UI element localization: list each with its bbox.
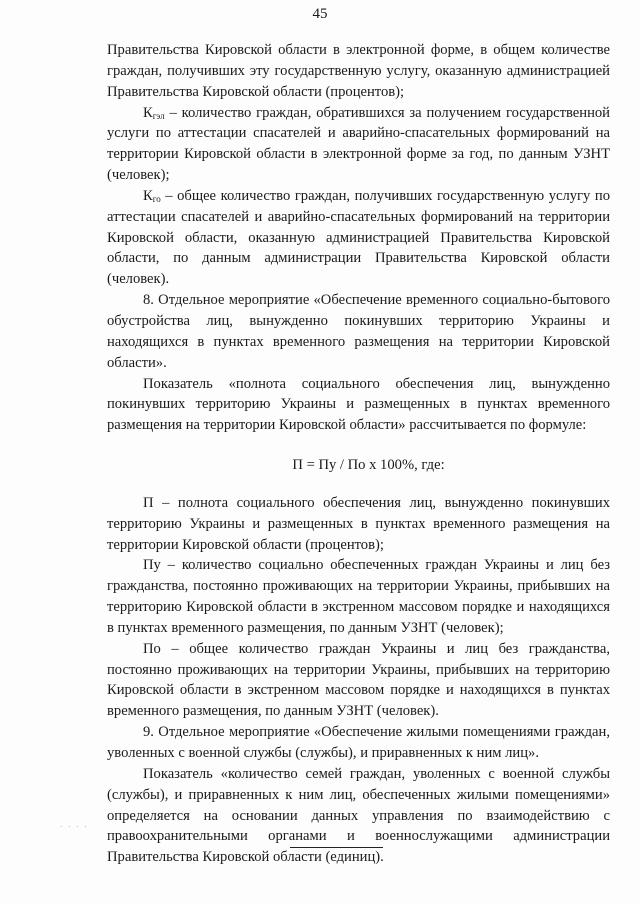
document-body (107, 40, 610, 868)
scan-artifact: · · · · (60, 823, 89, 831)
variable-subscript-go: го (152, 193, 161, 204)
page-number: 45 (312, 6, 328, 22)
variable-k: К (143, 187, 153, 204)
paragraph-kgo-definition (107, 186, 610, 290)
paragraph-kgel-definition (107, 103, 610, 186)
paragraph-measure-8: 8. Отдельное мероприятие «Обеспечение временного социально-бытового обустройства лиц, вынужденно покинувших территорию Украины и находящихся в пунктах временного размещения на территории Кировской области». (107, 292, 610, 371)
variable-subscript-gel: гэл (152, 110, 165, 121)
end-rule (290, 847, 383, 848)
paragraph-indicator-description: Показатель «полнота социального обеспечения лиц, вынужденно покинувших территорию Украины и размещенных в пунктах временного размещения на территории Кировской области» рассчитывается по формуле: (107, 375, 610, 434)
paragraph-indicator-housing: Показатель «количество семей граждан, уволенных с военной службы (службы), и приравненных к ним лиц, обеспеченных жилыми помещениями» определяется на основании данных управления по взаимодействию с правоохранительными органами и военнослужащими администрации Правительства Кировской области (единиц). (107, 765, 610, 866)
variable-k: К (143, 104, 153, 121)
definition-text: – общее количество граждан, получивших государственную услугу по аттестации спасателей и аварийно-спасательных формирований на территории Кировской области, оказанную администрацией Правительства Кировской области, по данным администрации Правительства Кировской области (человек). (107, 187, 610, 288)
paragraph-pu-definition: Пу – количество социально обеспеченных граждан Украины и лиц без гражданства, постоянно проживающих на территории Украины, прибывших на территорию Кировской области в экстренном массовом порядке и находящихся в пунктах временного размещения, по данным УЗНТ (человек); (107, 557, 610, 636)
formula: П = Пу / По х 100%, где: (292, 457, 445, 474)
definition-text: – количество граждан, обратившихся за получением государственной услуги по аттестации спасателей и аварийно-спасательных формирований на территории Кировской области в электронной форме за год, по данным УЗНТ (человек); (107, 104, 610, 184)
paragraph-measure-9: 9. Отдельное мероприятие «Обеспечение жилыми помещениями граждан, уволенных с военной службы (службы), и приравненных к ним лиц». (107, 724, 610, 761)
paragraph-po-definition: По – общее количество граждан Украины и лиц без гражданства, постоянно проживающих на территории Украины, прибывших на территорию Кировской области в экстренном массовом порядке и находящихся в пунктах временного размещения, по данным УЗНТ (человек). (107, 640, 610, 720)
paragraph-p-definition: П – полнота социального обеспечения лиц, вынужденно покинувших территорию Украины и размещенных в пунктах временного размещения на территории Кировской области (процентов); (107, 494, 610, 553)
paragraph-continuation: Правительства Кировской области в электронной форме, в общем количестве граждан, получивших эту государственную услугу, оказанную администрацией Правительства Кировской области (процентов); (107, 42, 610, 100)
